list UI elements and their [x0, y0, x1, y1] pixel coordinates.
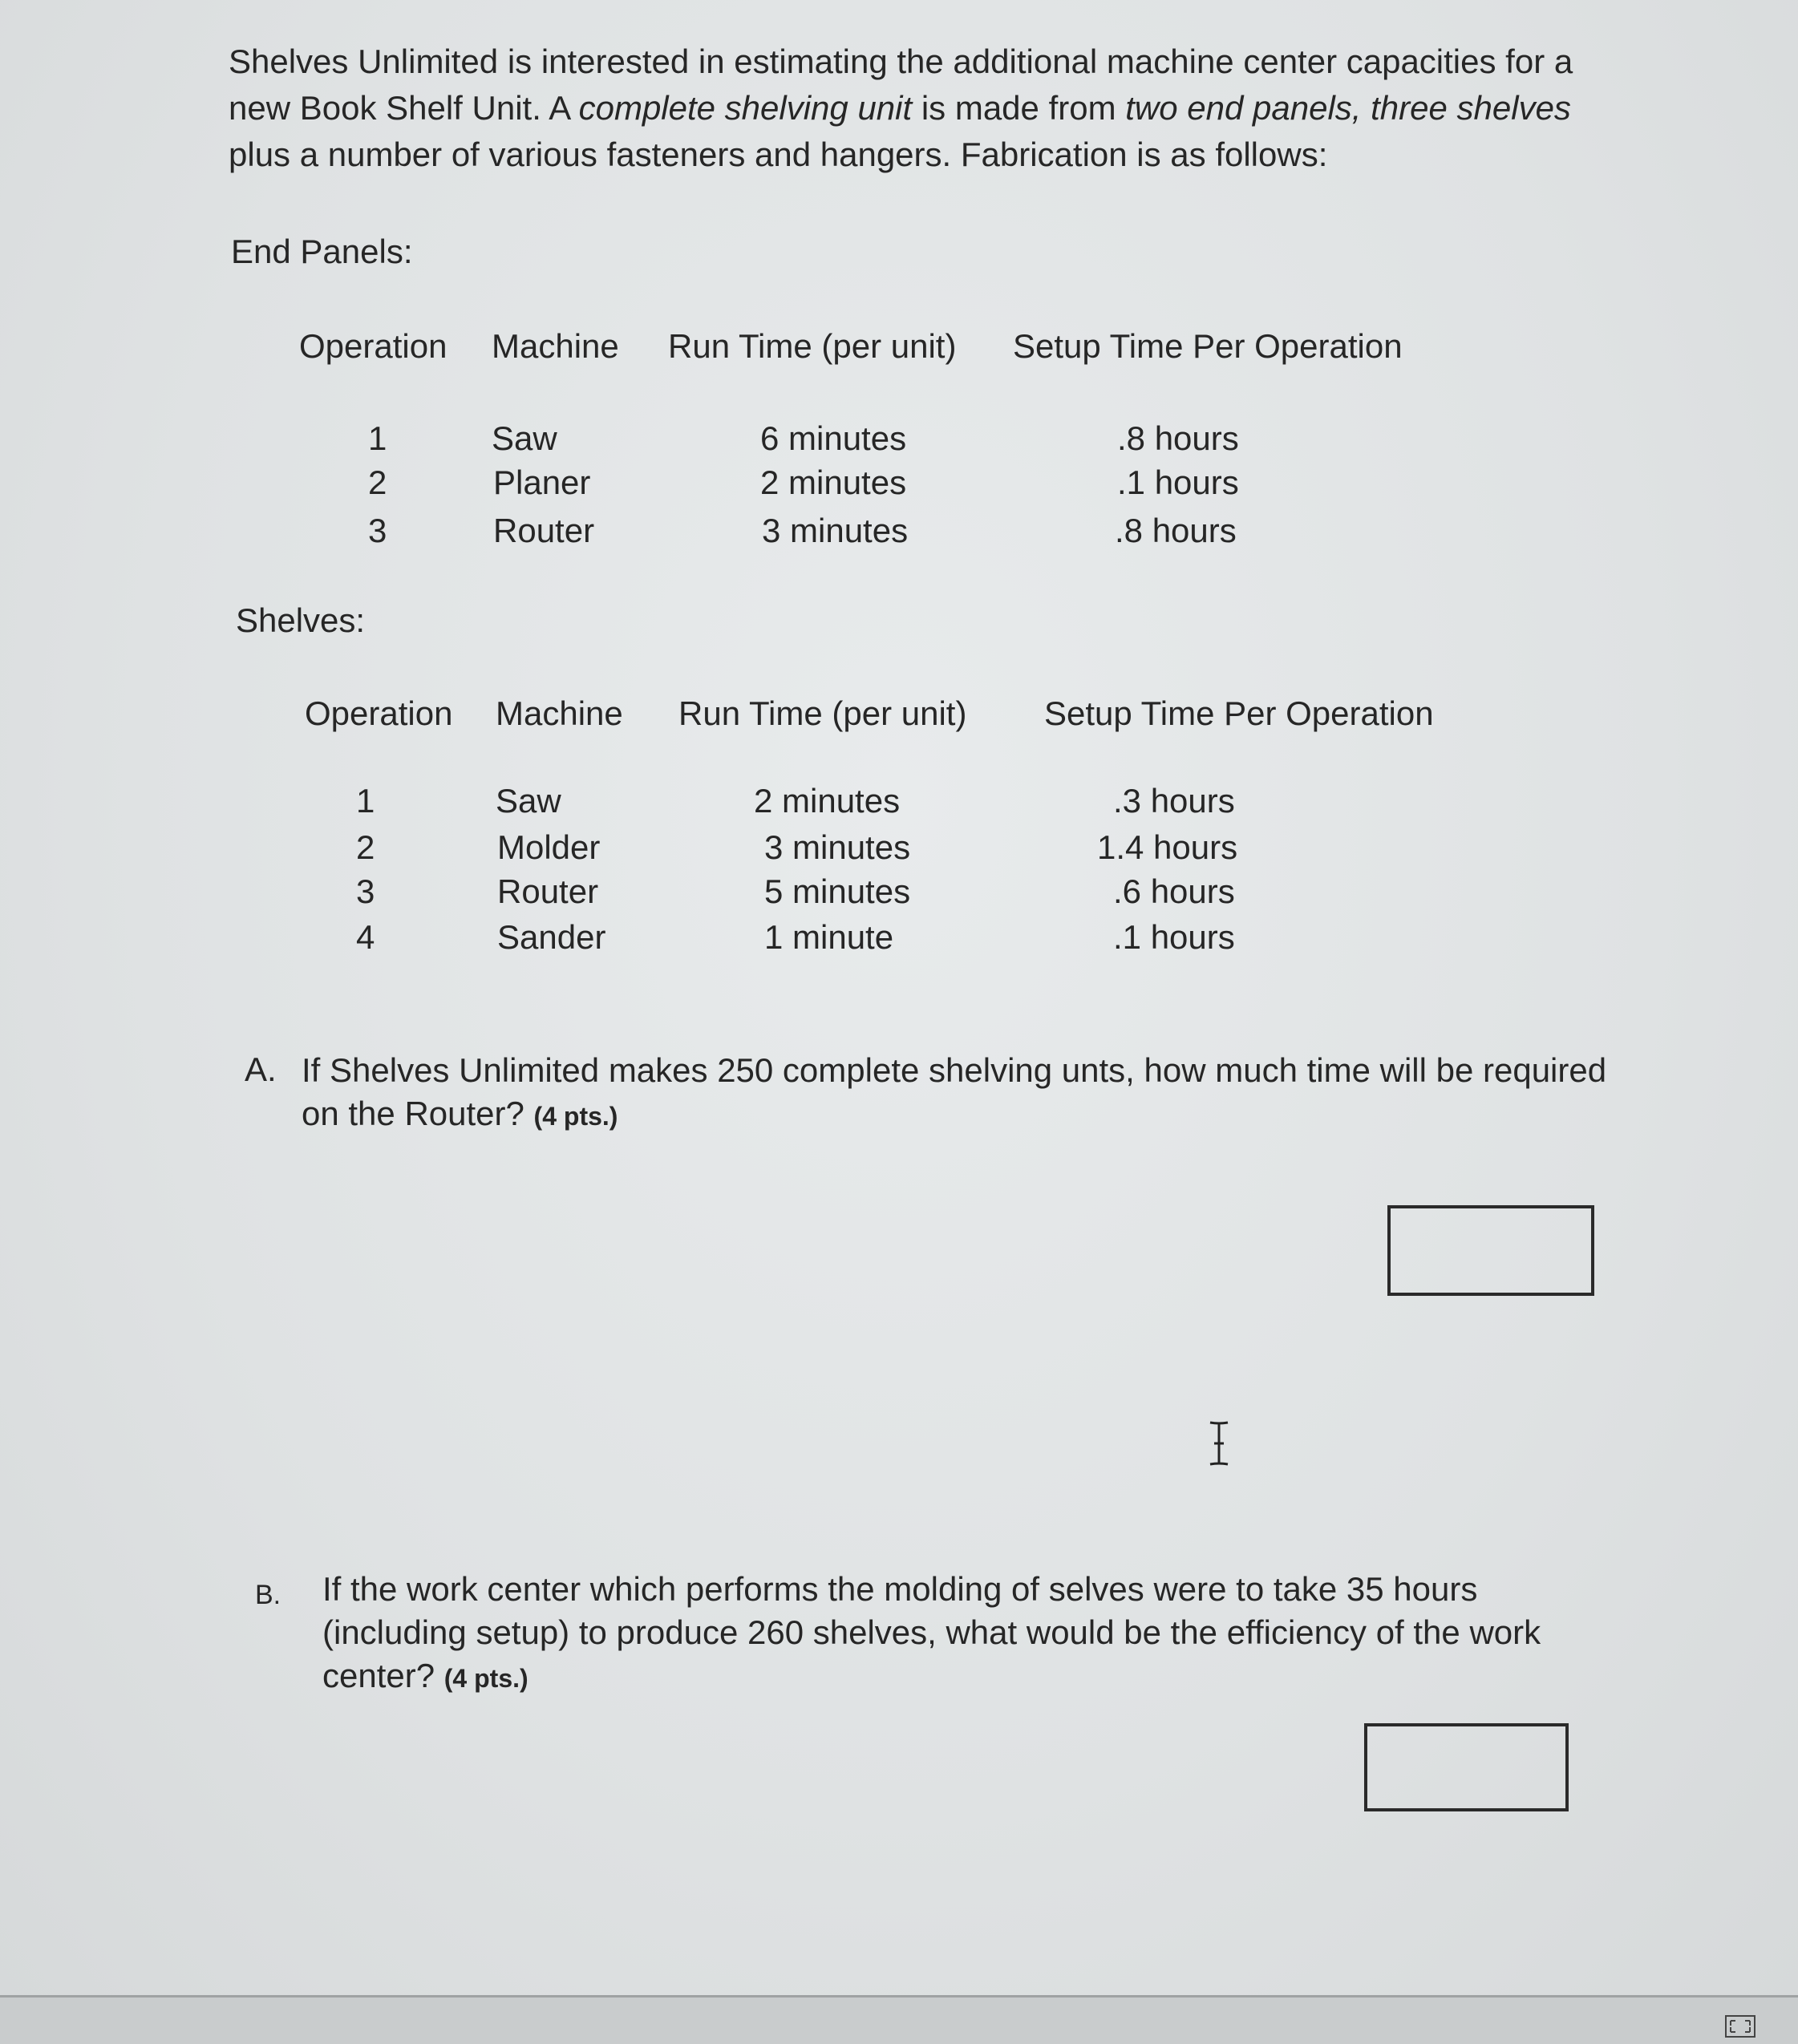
- shelves-op-cell: 4: [356, 918, 375, 956]
- shelves-setup-cell: .1 hours: [1113, 918, 1235, 956]
- shelves-op-cell: 2: [356, 828, 375, 866]
- end-panels-label: End Panels:: [231, 233, 413, 270]
- shelves-op-cell: 3: [356, 872, 375, 910]
- end-panels-header-operation: Operation: [299, 327, 447, 365]
- question-a-answer-box[interactable]: [1387, 1205, 1594, 1296]
- end-panels-run-cell: 3 minutes: [762, 512, 909, 549]
- question-a-line-2: [302, 1092, 1633, 1138]
- end-panels-header-machine: Machine: [492, 327, 619, 365]
- bottom-toolbar: [0, 1995, 1798, 2044]
- shelves-machine-cell: Sander: [497, 918, 606, 956]
- shelves-header-operation: Operation: [305, 694, 453, 732]
- end-panels-setup-cell: .1 hours: [1117, 463, 1239, 501]
- intro-paragraph: [229, 38, 1640, 178]
- end-panels-header-run-time: Run Time (per unit): [668, 327, 957, 365]
- shelves-machine-cell: Saw: [496, 782, 561, 820]
- question-b-text: [322, 1568, 1638, 1700]
- shelves-header-run-time: Run Time (per unit): [678, 694, 967, 732]
- intro-text-2: is made from: [912, 89, 1126, 127]
- shelves-header-machine: Machine: [496, 694, 623, 732]
- shelves-machine-cell: Router: [497, 872, 599, 910]
- question-b-points: (4 pts.): [443, 1664, 528, 1693]
- expand-icon[interactable]: [1724, 2014, 1756, 2038]
- intro-text-1: Shelves Unlimited is interested in estimating the additional machine center capacities for a new Book Shelf Unit. A: [229, 42, 1573, 127]
- intro-text-3: plus a number of various fasteners and hangers. Fabrication is as follows:: [229, 136, 1328, 173]
- shelves-label: Shelves:: [236, 601, 366, 639]
- end-panels-machine-cell: Planer: [493, 463, 591, 501]
- end-panels-op-cell: 3: [368, 512, 387, 549]
- end-panels-header-setup-time: Setup Time Per Operation: [1013, 327, 1403, 365]
- end-panels-run-cell: 6 minutes: [760, 419, 907, 457]
- question-b-line-2: (including setup) to produce 260 shelves, what would be the efficiency of the work: [322, 1613, 1541, 1651]
- end-panels-machine-cell: Saw: [492, 419, 557, 457]
- question-a-text: [302, 1049, 1633, 1138]
- end-panels-machine-cell: Router: [493, 512, 595, 549]
- question-b-line-1: If the work center which performs the molding of selves were to take 35 hours: [322, 1570, 1478, 1608]
- shelves-run-cell: 5 minutes: [764, 872, 911, 910]
- shelves-run-cell: 3 minutes: [764, 828, 911, 866]
- question-b-line-3: [322, 1654, 1638, 1700]
- intro-italic-2: two end panels, three shelves: [1125, 89, 1571, 127]
- shelves-op-cell: 1: [356, 782, 375, 820]
- intro-italic-1: complete shelving unit: [578, 89, 913, 127]
- text-cursor-icon: [1207, 1419, 1231, 1467]
- shelves-machine-cell: Molder: [497, 828, 601, 866]
- shelves-setup-cell: .6 hours: [1113, 872, 1235, 910]
- shelves-setup-cell: .3 hours: [1113, 782, 1235, 820]
- end-panels-op-cell: 1: [368, 419, 387, 457]
- end-panels-setup-cell: .8 hours: [1117, 419, 1239, 457]
- end-panels-op-cell: 2: [368, 463, 387, 501]
- question-b-letter: B.: [255, 1580, 281, 1610]
- question-a-line-2-text: on the Router?: [302, 1095, 524, 1132]
- question-b-answer-box[interactable]: [1364, 1723, 1569, 1811]
- question-b-line-3-text: center?: [322, 1657, 435, 1694]
- question-a-letter: A.: [245, 1050, 277, 1088]
- question-a-points: (4 pts.): [533, 1102, 618, 1131]
- shelves-run-cell: 2 minutes: [754, 782, 901, 820]
- shelves-run-cell: 1 minute: [764, 918, 894, 956]
- shelves-setup-cell: 1.4 hours: [1097, 828, 1238, 866]
- end-panels-setup-cell: .8 hours: [1115, 512, 1237, 549]
- end-panels-run-cell: 2 minutes: [760, 463, 907, 501]
- question-a-line-1: If Shelves Unlimited makes 250 complete shelving unts, how much time will be required: [302, 1051, 1607, 1089]
- shelves-header-setup-time: Setup Time Per Operation: [1044, 694, 1434, 732]
